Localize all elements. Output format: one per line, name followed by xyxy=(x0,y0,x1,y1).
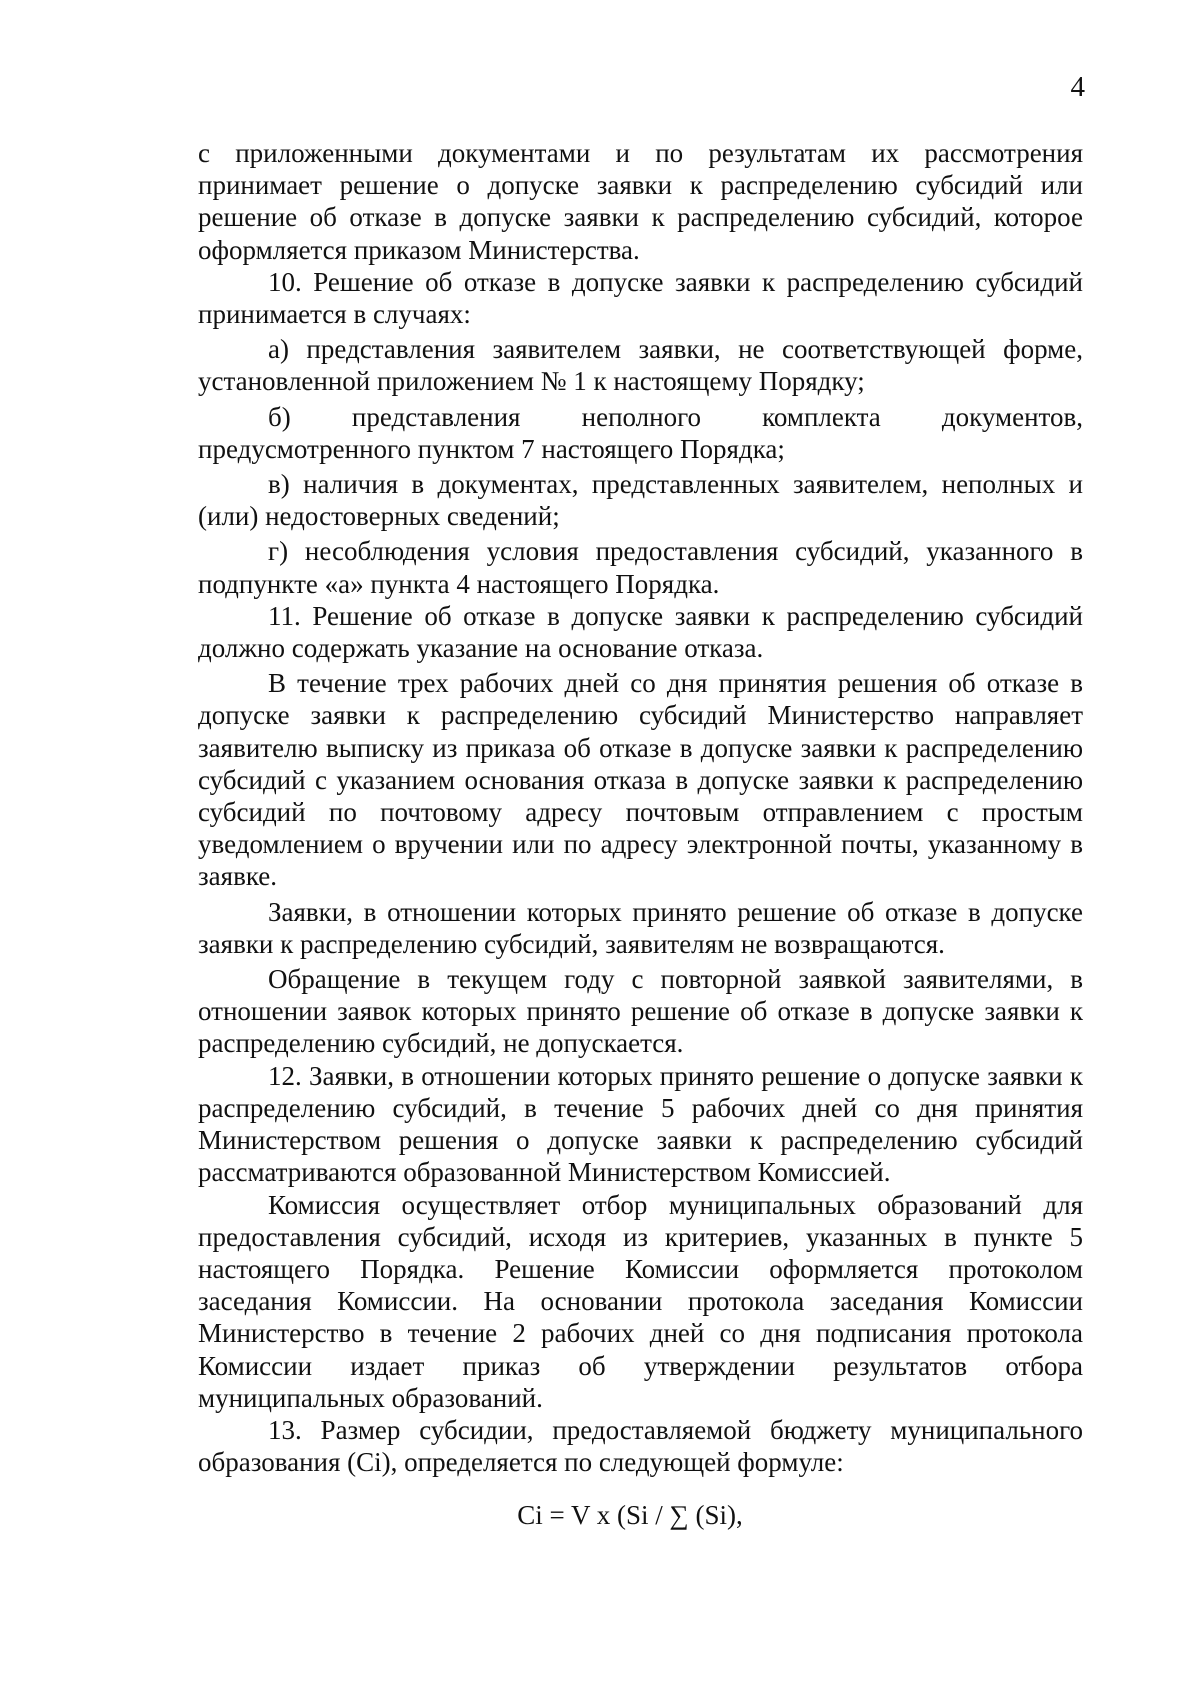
paragraph: б) представления неполного комплекта документов, предусмотренного пунктом 7 настоящего Порядка; xyxy=(198,401,1083,464)
paragraph: 12. Заявки, в отношении которых принято решение о допуске заявки к распределению субсидий, в течение 5 рабочих дней со дня принятия Министерством решения о допуске заявки к распределению субсидий рассматриваются образованной Министерством Комиссией. xyxy=(198,1060,1083,1188)
document-body xyxy=(198,137,1083,1478)
paragraph: Заявки, в отношении которых принято решение об отказе в допуске заявки к распределению субсидий, заявителям не возвращаются. xyxy=(198,896,1083,959)
paragraph: г) несоблюдения условия предоставления субсидий, указанного в подпункте «а» пункта 4 настоящего Порядка. xyxy=(198,536,1083,599)
formula xyxy=(0,1499,1200,1531)
paragraph: Обращение в текущем году с повторной заявкой заявителями, в отношении заявок которых принято решение об отказе в допуске заявки к распределению субсидий, не допускается. xyxy=(198,964,1083,1059)
page-number: 4 xyxy=(1070,71,1085,103)
paragraph: Комиссия осуществляет отбор муниципальных образований для предоставления субсидий, исходя из критериев, указанных в пункте 5 настоящего Порядка. Решение Комиссии оформляется протоколом заседания Комиссии. На основании протокола заседания Комиссии Министерство в течение 2 рабочих дней со дня подписания протокола Комиссии издает приказ об утверждении результатов отбора муниципальных образований. xyxy=(198,1189,1083,1413)
paragraph: В течение трех рабочих дней со дня принятия решения об отказе в допуске заявки к распределению субсидий Министерство направляет заявителю выписку из приказа об отказе в допуске заявки к распределению субсидий с указанием основания отказа в допуске заявки к распределению субсидий по почтовому адресу почтовым отправлением с простым уведомлением о вручении или по адресу электронной почты, указанному в заявке. xyxy=(198,668,1083,892)
paragraph: 13. Размер субсидии, предоставляемой бюджету муниципального образования (Сi), определяется по следующей формуле: xyxy=(198,1414,1083,1478)
paragraph: в) наличия в документах, представленных заявителем, неполных и (или) недостоверных сведений; xyxy=(198,469,1083,532)
paragraph: а) представления заявителем заявки, не соответствующей форме, установленной приложением № 1 к настоящему Порядку; xyxy=(198,334,1083,397)
formula-text: Сi = V x (Si / ∑ (Si), xyxy=(517,1500,743,1530)
paragraph: 11. Решение об отказе в допуске заявки к распределению субсидий должно содержать указание на основание отказа. xyxy=(198,600,1083,664)
paragraph: 10. Решение об отказе в допуске заявки к распределению субсидий принимается в случаях: xyxy=(198,266,1083,330)
paragraph: с приложенными документами и по результатам их рассмотрения принимает решение о допуске заявки к распределению субсидий или решение об отказе в допуске заявки к распределению субсидий, которое оформляется приказом Министерства. xyxy=(198,138,1083,265)
